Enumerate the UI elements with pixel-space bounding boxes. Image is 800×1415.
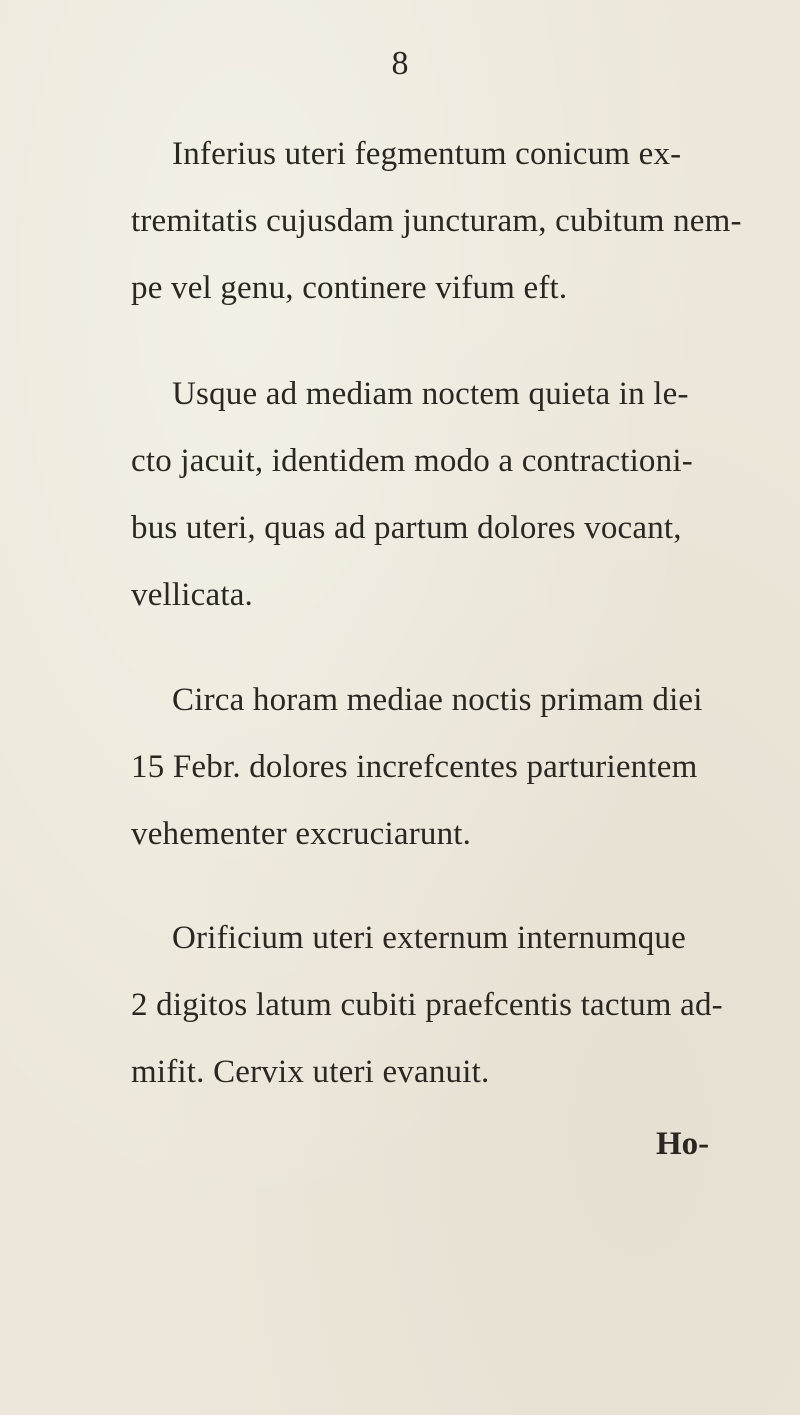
paragraph-1-line-1: Inferius uteri fegmentum conicum ex- [172,136,682,172]
paragraph-4-line-3: mifit. Cervix uteri evanuit. [131,1054,490,1090]
paragraph-4-line-2: 2 digitos latum cubiti praefcentis tactum ad- [131,987,723,1023]
paragraph-4-line-1: Orificium uteri externum internumque [172,920,686,956]
paragraph-3-line-3: vehementer excruciarunt. [131,816,472,852]
catchword: Ho- [656,1126,710,1162]
paragraph-2-line-4: vellicata. [131,577,254,613]
paragraph-3-line-2: 15 Febr. dolores increfcentes parturientem [131,749,698,785]
paragraph-2-line-3: bus uteri, quas ad partum dolores vocant, [131,510,682,546]
paragraph-1-line-2: tremitatis cujusdam juncturam, cubitum nem- [131,203,742,239]
paragraph-2-line-2: cto jacuit, identidem modo a contractioni- [131,443,693,479]
page-number: 8 [391,45,409,82]
paragraph-1-line-3: pe vel genu, continere vifum eft. [131,270,568,306]
paragraph-2-line-1: Usque ad mediam noctem quieta in le- [172,376,689,412]
paragraph-3-line-1: Circa horam mediae noctis primam diei [172,682,703,718]
